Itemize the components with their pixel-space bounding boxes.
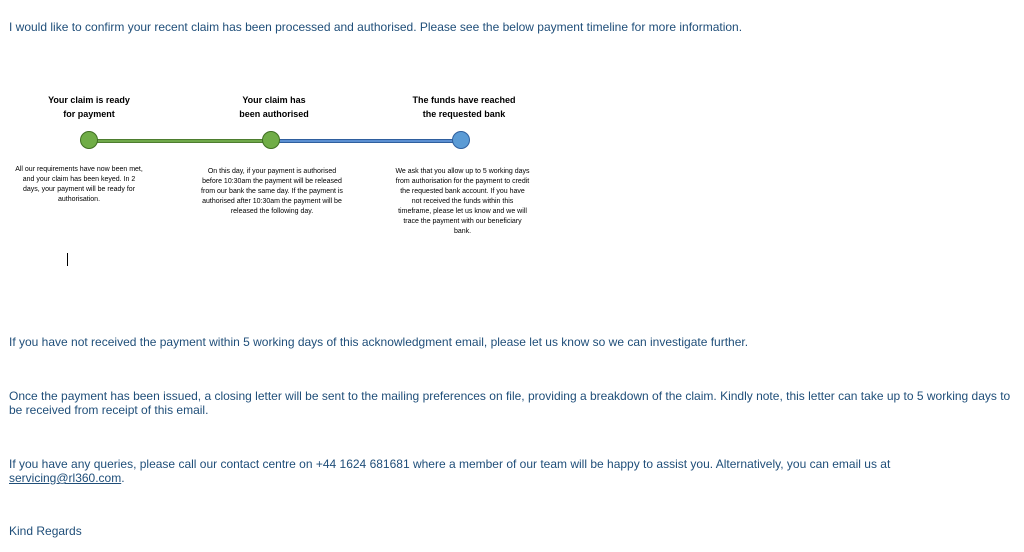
closing-letter-paragraph: Once the payment has been issued, a closing letter will be sent to the mailing preferences on file, providing a breakdown of the claim. Kindly note, this letter can take up to 5 working days to be received from receipt of this email.	[9, 389, 1011, 417]
text-cursor	[67, 253, 68, 266]
timeline-step-2-title-line1: Your claim has	[242, 95, 306, 105]
timeline-step-3-title-line1: The funds have reached	[412, 95, 516, 105]
investigate-paragraph: If you have not received the payment within 5 working days of this acknowledgment email, please let us know so we can investigate further.	[9, 335, 749, 349]
timeline-step-2-title	[209, 93, 339, 121]
intro-paragraph: I would like to confirm your recent claim has been processed and authorised. Please see the below payment timeline for more information.	[9, 20, 743, 34]
timeline-connector-green	[89, 139, 271, 143]
queries-text: If you have any queries, please call our contact centre on +44 1624 681681 where a member of our team will be happy to assist you. Alternatively, you can email us at	[9, 457, 891, 471]
timeline-step-2-description: On this day, if your payment is authorised before 10:30am the payment will be released from our bank the same day. If the payment is authorised after 10:30am the payment will be released the following day.	[201, 168, 343, 215]
timeline-connector-blue	[271, 139, 461, 143]
sign-off: Kind Regards	[9, 524, 82, 538]
timeline-step-3-description: We ask that you allow up to 5 working days from authorisation for the payment to credit the requested bank account. If you have not received the funds within this timeframe, please let us know and we will trace the payment with our beneficiary bank.	[395, 168, 530, 235]
queries-paragraph	[9, 457, 1017, 485]
timeline-dot-2	[262, 131, 280, 149]
payment-timeline	[0, 0, 560, 280]
timeline-step-1-title-line2: for payment	[63, 109, 115, 119]
timeline-dot-1	[80, 131, 98, 149]
timeline-step-1-title-line1: Your claim is ready	[48, 95, 130, 105]
timeline-step-1-description: All our requirements have now been met, and your claim has been keyed. In 2 days, your payment will be ready for authorisation.	[15, 166, 143, 203]
email-link[interactable]: servicing@rl360.com	[9, 471, 122, 485]
timeline-step-1-title	[24, 93, 154, 121]
timeline-step-3-title	[399, 93, 529, 121]
timeline-step-2-title-line2: been authorised	[239, 109, 309, 119]
timeline-dot-3	[452, 131, 470, 149]
queries-end: .	[121, 471, 125, 485]
timeline-step-3-title-line2: the requested bank	[422, 109, 506, 119]
